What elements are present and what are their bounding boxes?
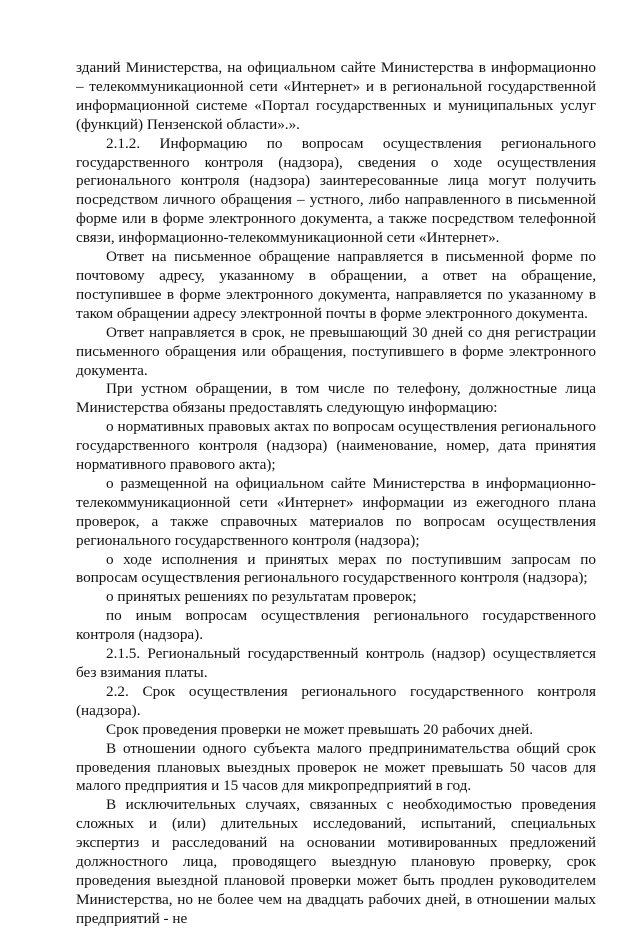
- paragraph-2-1-5: 2.1.5. Региональный государственный контроль (надзор) осуществляется без взимания платы.: [76, 645, 596, 681]
- paragraph-info-decisions: о принятых решениях по результатам проверок;: [106, 588, 417, 606]
- paragraph-exceptional-cases: В исключительных случаях, связанных с необходимостью проведения сложных и (или) длительных исследований, испытаний, специальных экспертиз и расследований на основании мотивированных предложений должностного лица, проводящего выездную плановую проверку, срок проведения выездной плановой проверки может быть продлен руководителем Министерства, но не более чем на двадцать рабочих дней, в отношении малых предприятий - не: [76, 796, 596, 927]
- paragraph-info-requests: о ходе исполнения и принятых мерах по поступившим запросам по вопросам осуществления регионального государственного контроля (надзора);: [76, 550, 596, 587]
- paragraph-2-2: 2.2. Срок осуществления регионального государственного контроля (надзора).: [76, 682, 596, 719]
- document-page: [76, 59, 596, 929]
- paragraph-small-business: В отношении одного субъекта малого предпринимательства общий срок проведения плановых выездных проверок не может превышать 50 часов для малого предприятия и 15 часов для микропредприятий в год.: [76, 739, 596, 795]
- paragraph-info-legal-acts: о нормативных правовых актах по вопросам осуществления регионального государственного контроля (надзора) (наименование, номер, дата принятия нормативного правового акта);: [76, 418, 596, 474]
- paragraph-2-1-2: 2.1.2. Информацию по вопросам осуществления регионального государственного контроля (надзора), сведения о ходе осуществления регионального контроля (надзора) заинтересованные лица могут получить посредством личного обращения – устного, либо направленного в письменной форме или в форме электронного документа, а также посредством телефонной связи, информационно-телекоммуникационной сети «Интернет».: [76, 134, 596, 247]
- paragraph-oral-request: При устном обращении, в том числе по телефону, должностные лица Министерства обязаны предоставлять следующую информацию:: [76, 380, 596, 417]
- paragraph-reply-deadline: Ответ направляется в срок, не превышающий 30 дней со дня регистрации письменного обращения или обращения, поступившего в форме электронного документа.: [76, 323, 596, 379]
- paragraph-inspection-term: Срок проведения проверки не может превышать 20 рабочих дней.: [106, 720, 534, 738]
- paragraph-info-other: по иным вопросам осуществления регионального государственного контроля (надзора).: [76, 607, 596, 644]
- paragraph-info-plan: о размещенной на официальном сайте Министерства в информационно-телекоммуникационной сети «Интернет» информации из ежегодного плана проверок, а также справочных материалов по вопросам осуществления регионального государственного контроля (надзора);: [76, 474, 596, 549]
- paragraph-continuation: зданий Министерства, на официальном сайте Министерства в информационно – телекоммуникационной сети «Интернет» и в региональной государственной информационной системе «Портал государственных и муниципальных услуг (функций) Пензенской области».».: [76, 59, 596, 133]
- paragraph-written-reply: Ответ на письменное обращение направляется в письменной форме по почтовому адресу, указанному в обращении, а ответ на обращение, поступившее в форме электронного документа, направляется по указанному в таком обращении адресу электронной почты в форме электронного документа.: [76, 248, 596, 322]
